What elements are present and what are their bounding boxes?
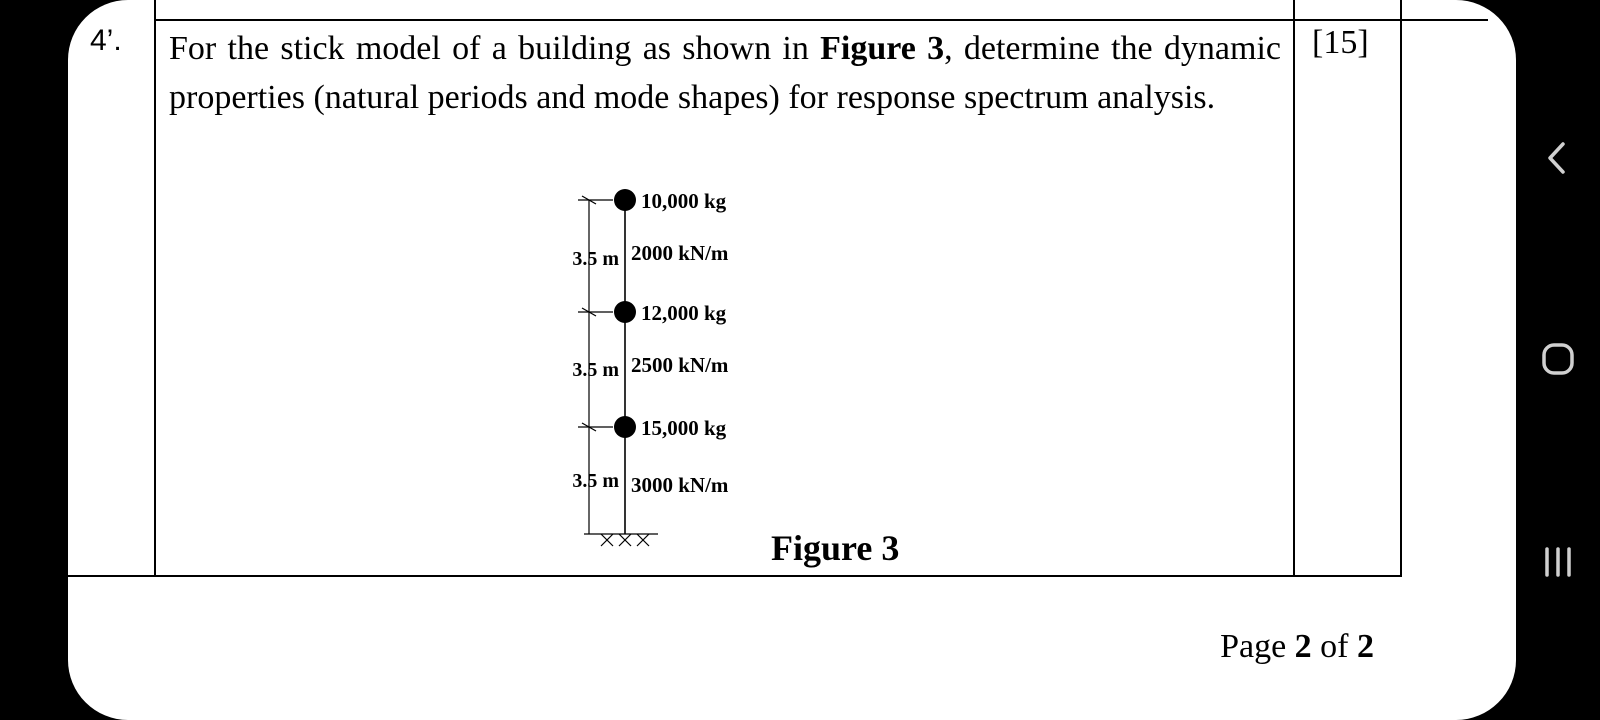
mass-node-middle: [614, 301, 636, 323]
question-marks: [15]: [1312, 24, 1369, 61]
fixed-support-icon: [601, 534, 649, 546]
figure-caption: Figure 3: [771, 528, 900, 568]
stiffness-label-bottom: 3000 kN/m: [631, 473, 729, 497]
page-number: Page 2 of 2: [1220, 628, 1374, 665]
table-col-divider-2: [1293, 0, 1295, 577]
mass-label-top: 10,000 kg: [641, 189, 727, 213]
height-label-bottom: 3.5 m: [572, 470, 619, 492]
recents-bars-icon: [1540, 545, 1576, 579]
figure-reference: Figure 3: [820, 30, 945, 67]
stiffness-label-middle: 2500 kN/m: [631, 353, 729, 377]
question-number: 4’.: [90, 24, 122, 57]
table-right-border: [1400, 0, 1402, 577]
stiffness-label-top: 2000 kN/m: [631, 241, 729, 265]
height-label-top: 3.5 m: [572, 248, 619, 270]
back-button[interactable]: [1516, 133, 1600, 183]
document-page: [68, 0, 1516, 720]
stick-model-figure: [548, 180, 868, 570]
height-label-middle: 3.5 m: [572, 359, 619, 381]
home-circle-icon: [1538, 339, 1578, 379]
question-text: For the stick model of a building as shown in Figure 3, determine the dynamic properties (natural periods and mode shapes) for response spectrum analysis.: [169, 30, 1281, 116]
chevron-left-icon: [1543, 138, 1573, 178]
system-navigation-bar: [1516, 0, 1600, 720]
mass-label-middle: 12,000 kg: [641, 301, 727, 325]
mass-node-top: [614, 189, 636, 211]
home-button[interactable]: [1516, 334, 1600, 384]
mass-label-bottom: 15,000 kg: [641, 416, 727, 440]
table-col-divider-1: [154, 0, 156, 577]
recents-button[interactable]: [1516, 537, 1600, 587]
table-bottom-border: [68, 575, 1402, 577]
table-top-border: [154, 19, 1488, 21]
mass-node-bottom: [614, 416, 636, 438]
